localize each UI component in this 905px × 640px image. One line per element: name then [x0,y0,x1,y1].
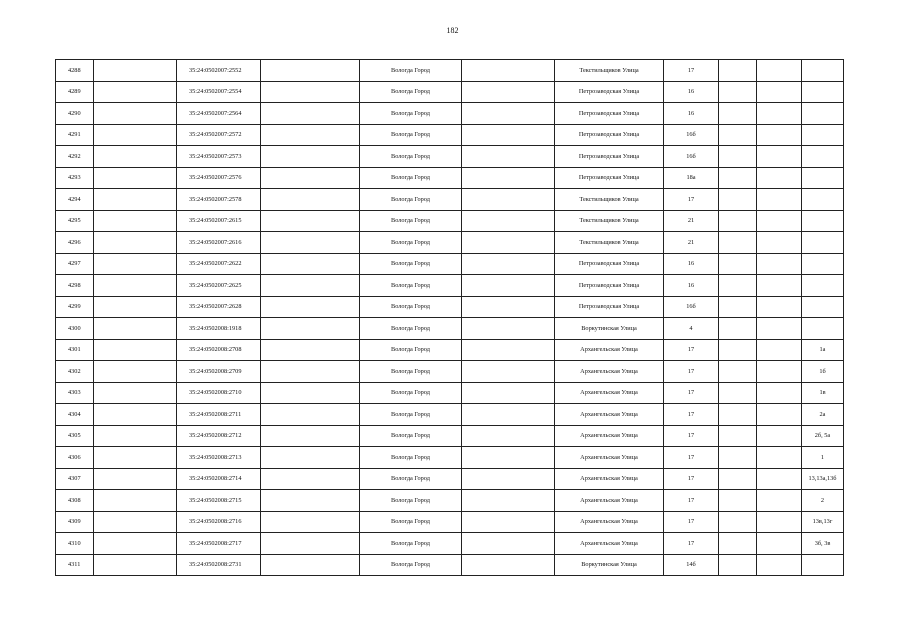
city-cell: Вологда Город [360,318,462,340]
apartment-cell [802,146,844,168]
cadastral-number-cell: 35:24:0502008:2708 [177,339,261,361]
empty-cell [94,382,177,404]
house-number-cell: 17 [664,60,719,82]
cadastral-number-cell: 35:24:0502008:2715 [177,490,261,512]
empty-cell [462,210,555,232]
apartment-cell: 2б, 5а [802,425,844,447]
empty-cell [719,189,757,211]
apartment-cell: 2 [802,490,844,512]
house-number-cell: 18а [664,167,719,189]
empty-cell [261,404,360,426]
empty-cell [757,60,802,82]
apartment-cell: 1а [802,339,844,361]
house-number-cell: 17 [664,425,719,447]
city-cell: Вологда Город [360,60,462,82]
city-cell: Вологда Город [360,210,462,232]
empty-cell [757,210,802,232]
street-cell: Петрозаводская Улица [555,103,664,125]
empty-cell [94,490,177,512]
table-row [56,189,844,211]
empty-cell [757,361,802,383]
table-row [56,447,844,469]
empty-cell [462,490,555,512]
row-number-cell: 4310 [56,533,94,555]
empty-cell [261,124,360,146]
empty-cell [94,404,177,426]
empty-cell [462,167,555,189]
empty-cell [719,511,757,533]
row-number-cell: 4288 [56,60,94,82]
apartment-cell: 1 [802,447,844,469]
empty-cell [261,382,360,404]
empty-cell [757,339,802,361]
empty-cell [757,275,802,297]
empty-cell [261,103,360,125]
empty-cell [462,447,555,469]
row-number-cell: 4306 [56,447,94,469]
cadastral-number-cell: 35:24:0502007:2615 [177,210,261,232]
table-row [56,210,844,232]
empty-cell [757,382,802,404]
cadastral-number-cell: 35:24:0502007:2628 [177,296,261,318]
empty-cell [462,318,555,340]
empty-cell [719,361,757,383]
empty-cell [94,533,177,555]
empty-cell [757,468,802,490]
empty-cell [462,81,555,103]
cadastral-number-cell: 35:24:0502008:2713 [177,447,261,469]
table-row [56,425,844,447]
house-number-cell: 17 [664,382,719,404]
row-number-cell: 4292 [56,146,94,168]
empty-cell [719,468,757,490]
empty-cell [261,361,360,383]
city-cell: Вологда Город [360,425,462,447]
cadastral-number-cell: 35:24:0502008:2710 [177,382,261,404]
cadastral-number-cell: 35:24:0502008:2716 [177,511,261,533]
house-number-cell: 16 [664,275,719,297]
cadastral-number-cell: 35:24:0502007:2564 [177,103,261,125]
empty-cell [462,533,555,555]
table-row [56,490,844,512]
empty-cell [719,296,757,318]
empty-cell [94,554,177,576]
empty-cell [94,210,177,232]
empty-cell [757,296,802,318]
empty-cell [719,425,757,447]
empty-cell [462,103,555,125]
empty-cell [719,124,757,146]
empty-cell [94,296,177,318]
cadastral-number-cell: 35:24:0502007:2622 [177,253,261,275]
table-row [56,296,844,318]
empty-cell [757,124,802,146]
apartment-cell [802,210,844,232]
empty-cell [94,189,177,211]
street-cell: Архангельская Улица [555,447,664,469]
row-number-cell: 4304 [56,404,94,426]
house-number-cell: 16б [664,124,719,146]
table-row [56,554,844,576]
empty-cell [462,554,555,576]
empty-cell [94,361,177,383]
street-cell: Петрозаводская Улица [555,81,664,103]
empty-cell [94,447,177,469]
empty-cell [757,103,802,125]
house-number-cell: 4 [664,318,719,340]
house-number-cell: 17 [664,533,719,555]
street-cell: Архангельская Улица [555,511,664,533]
house-number-cell: 16б [664,296,719,318]
street-cell: Петрозаводская Улица [555,296,664,318]
cadastral-number-cell: 35:24:0502008:2731 [177,554,261,576]
street-cell: Текстильщиков Улица [555,60,664,82]
empty-cell [94,318,177,340]
house-number-cell: 14б [664,554,719,576]
empty-cell [462,232,555,254]
empty-cell [719,533,757,555]
house-number-cell: 17 [664,468,719,490]
city-cell: Вологда Город [360,511,462,533]
row-number-cell: 4293 [56,167,94,189]
empty-cell [719,339,757,361]
street-cell: Петрозаводская Улица [555,253,664,275]
apartment-cell [802,60,844,82]
empty-cell [719,103,757,125]
empty-cell [261,167,360,189]
empty-cell [94,275,177,297]
table-row [56,382,844,404]
street-cell: Петрозаводская Улица [555,167,664,189]
cadastral-number-cell: 35:24:0502007:2572 [177,124,261,146]
empty-cell [261,425,360,447]
house-number-cell: 17 [664,490,719,512]
apartment-cell [802,167,844,189]
city-cell: Вологда Город [360,382,462,404]
empty-cell [94,425,177,447]
empty-cell [261,232,360,254]
cadastral-number-cell: 35:24:0502007:2578 [177,189,261,211]
empty-cell [757,404,802,426]
apartment-cell: 1в [802,382,844,404]
row-number-cell: 4308 [56,490,94,512]
empty-cell [462,60,555,82]
row-number-cell: 4291 [56,124,94,146]
cadastral-number-cell: 35:24:0502008:2711 [177,404,261,426]
house-number-cell: 21 [664,232,719,254]
empty-cell [462,339,555,361]
empty-cell [261,468,360,490]
empty-cell [462,296,555,318]
cadastral-number-cell: 35:24:0502007:2625 [177,275,261,297]
street-cell: Архангельская Улица [555,361,664,383]
empty-cell [462,253,555,275]
apartment-cell: 1б [802,361,844,383]
page-number: 182 [446,26,459,35]
empty-cell [261,253,360,275]
empty-cell [261,533,360,555]
empty-cell [261,189,360,211]
row-number-cell: 4311 [56,554,94,576]
empty-cell [719,60,757,82]
cadastral-number-cell: 35:24:0502007:2576 [177,167,261,189]
empty-cell [757,511,802,533]
house-number-cell: 17 [664,404,719,426]
row-number-cell: 4295 [56,210,94,232]
table-row [56,533,844,555]
city-cell: Вологда Город [360,404,462,426]
street-cell: Архангельская Улица [555,425,664,447]
apartment-cell: 3б, 3в [802,533,844,555]
empty-cell [261,296,360,318]
street-cell: Петрозаводская Улица [555,146,664,168]
cadastral-number-cell: 35:24:0502008:2717 [177,533,261,555]
apartment-cell [802,554,844,576]
empty-cell [94,339,177,361]
street-cell: Архангельская Улица [555,382,664,404]
table-row [56,124,844,146]
row-number-cell: 4290 [56,103,94,125]
empty-cell [94,103,177,125]
empty-cell [462,124,555,146]
empty-cell [261,490,360,512]
row-number-cell: 4300 [56,318,94,340]
house-number-cell: 16 [664,81,719,103]
empty-cell [719,210,757,232]
empty-cell [757,167,802,189]
empty-cell [94,511,177,533]
city-cell: Вологда Город [360,253,462,275]
table-row [56,60,844,82]
empty-cell [261,447,360,469]
row-number-cell: 4303 [56,382,94,404]
house-number-cell: 21 [664,210,719,232]
empty-cell [719,253,757,275]
empty-cell [94,81,177,103]
row-number-cell: 4309 [56,511,94,533]
apartment-cell [802,124,844,146]
empty-cell [462,404,555,426]
table-row [56,468,844,490]
empty-cell [94,468,177,490]
table-row [56,511,844,533]
empty-cell [462,275,555,297]
row-number-cell: 4289 [56,81,94,103]
table-row [56,81,844,103]
empty-cell [719,146,757,168]
apartment-cell: 13,13а,13б [802,468,844,490]
row-number-cell: 4307 [56,468,94,490]
house-number-cell: 16 [664,103,719,125]
street-cell: Текстильщиков Улица [555,189,664,211]
row-number-cell: 4305 [56,425,94,447]
empty-cell [719,382,757,404]
city-cell: Вологда Город [360,232,462,254]
table-row [56,253,844,275]
house-number-cell: 17 [664,511,719,533]
apartment-cell [802,189,844,211]
street-cell: Текстильщиков Улица [555,232,664,254]
empty-cell [94,232,177,254]
city-cell: Вологда Город [360,103,462,125]
empty-cell [757,533,802,555]
house-number-cell: 17 [664,339,719,361]
apartment-cell [802,232,844,254]
apartment-cell [802,253,844,275]
empty-cell [757,554,802,576]
cadastral-number-cell: 35:24:0502008:2709 [177,361,261,383]
empty-cell [261,511,360,533]
cadastral-number-cell: 35:24:0502007:2616 [177,232,261,254]
city-cell: Вологда Город [360,339,462,361]
house-number-cell: 17 [664,189,719,211]
empty-cell [719,404,757,426]
empty-cell [719,447,757,469]
empty-cell [462,425,555,447]
empty-cell [261,318,360,340]
empty-cell [261,146,360,168]
street-cell: Архангельская Улица [555,468,664,490]
table-row [56,404,844,426]
empty-cell [94,253,177,275]
city-cell: Вологда Город [360,447,462,469]
street-cell: Петрозаводская Улица [555,275,664,297]
empty-cell [719,167,757,189]
empty-cell [462,468,555,490]
empty-cell [757,232,802,254]
city-cell: Вологда Город [360,167,462,189]
row-number-cell: 4297 [56,253,94,275]
city-cell: Вологда Город [360,361,462,383]
empty-cell [719,275,757,297]
city-cell: Вологда Город [360,124,462,146]
empty-cell [462,511,555,533]
street-cell: Воркутинская Улица [555,318,664,340]
empty-cell [757,189,802,211]
empty-cell [261,81,360,103]
street-cell: Текстильщиков Улица [555,210,664,232]
city-cell: Вологда Город [360,189,462,211]
empty-cell [94,167,177,189]
empty-cell [462,189,555,211]
property-registry-table [55,59,844,576]
city-cell: Вологда Город [360,296,462,318]
street-cell: Архангельская Улица [555,533,664,555]
apartment-cell [802,296,844,318]
house-number-cell: 17 [664,361,719,383]
empty-cell [719,318,757,340]
apartment-cell [802,318,844,340]
house-number-cell: 16 [664,253,719,275]
empty-cell [757,490,802,512]
row-number-cell: 4298 [56,275,94,297]
street-cell: Архангельская Улица [555,339,664,361]
row-number-cell: 4302 [56,361,94,383]
apartment-cell: 13в,13г [802,511,844,533]
city-cell: Вологда Город [360,554,462,576]
empty-cell [261,275,360,297]
table-row [56,167,844,189]
empty-cell [757,447,802,469]
apartment-cell [802,275,844,297]
table-row [56,232,844,254]
empty-cell [261,339,360,361]
empty-cell [261,60,360,82]
house-number-cell: 16б [664,146,719,168]
empty-cell [462,146,555,168]
row-number-cell: 4294 [56,189,94,211]
cadastral-number-cell: 35:24:0502008:2712 [177,425,261,447]
cadastral-number-cell: 35:24:0502008:2714 [177,468,261,490]
empty-cell [94,146,177,168]
table-row [56,146,844,168]
cadastral-number-cell: 35:24:0502007:2554 [177,81,261,103]
empty-cell [719,554,757,576]
empty-cell [719,490,757,512]
city-cell: Вологда Город [360,490,462,512]
row-number-cell: 4299 [56,296,94,318]
street-cell: Архангельская Улица [555,404,664,426]
row-number-cell: 4301 [56,339,94,361]
empty-cell [757,146,802,168]
street-cell: Петрозаводская Улица [555,124,664,146]
empty-cell [261,554,360,576]
empty-cell [94,60,177,82]
apartment-cell [802,103,844,125]
empty-cell [757,253,802,275]
house-number-cell: 17 [664,447,719,469]
street-cell: Воркутинская Улица [555,554,664,576]
table-body [56,60,844,576]
empty-cell [719,232,757,254]
table-row [56,318,844,340]
empty-cell [757,81,802,103]
cadastral-number-cell: 35:24:0502008:1918 [177,318,261,340]
cadastral-number-cell: 35:24:0502007:2552 [177,60,261,82]
empty-cell [462,361,555,383]
empty-cell [757,425,802,447]
table-row [56,361,844,383]
empty-cell [462,382,555,404]
city-cell: Вологда Город [360,81,462,103]
table-row [56,103,844,125]
city-cell: Вологда Город [360,468,462,490]
city-cell: Вологда Город [360,275,462,297]
empty-cell [94,124,177,146]
empty-cell [261,210,360,232]
city-cell: Вологда Город [360,146,462,168]
city-cell: Вологда Город [360,533,462,555]
row-number-cell: 4296 [56,232,94,254]
cadastral-number-cell: 35:24:0502007:2573 [177,146,261,168]
apartment-cell: 2а [802,404,844,426]
table-row [56,275,844,297]
empty-cell [719,81,757,103]
table-row [56,339,844,361]
apartment-cell [802,81,844,103]
empty-cell [757,318,802,340]
street-cell: Архангельская Улица [555,490,664,512]
